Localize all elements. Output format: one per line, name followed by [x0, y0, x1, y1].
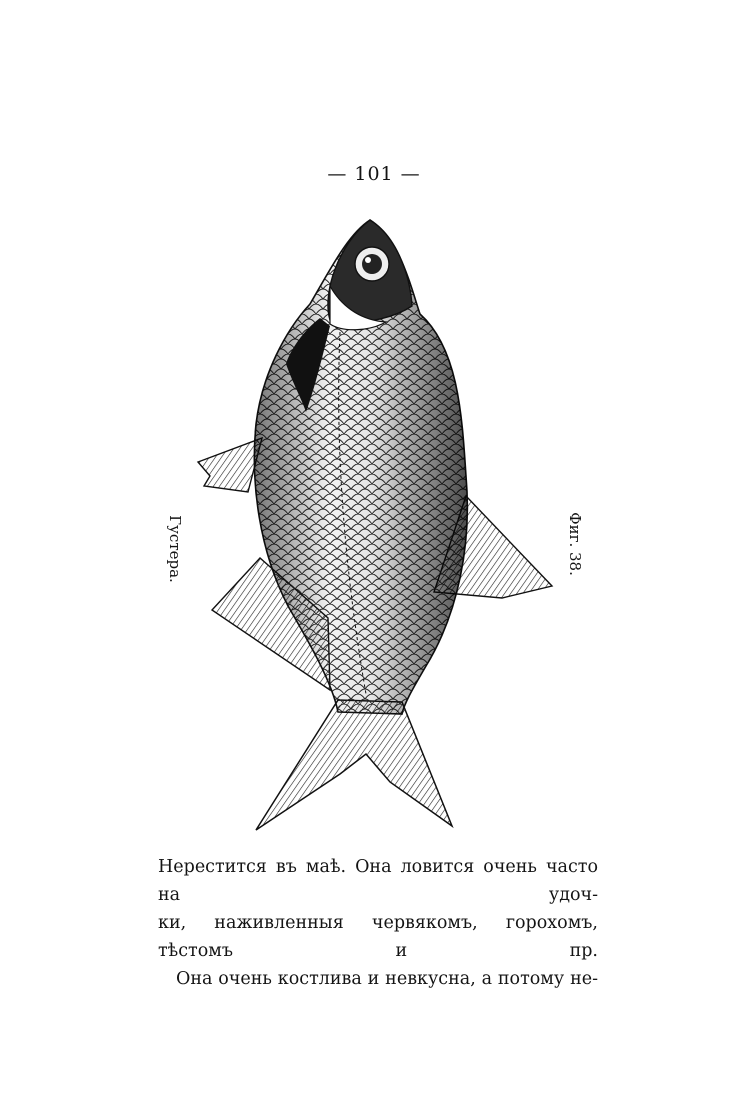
- page-number: — 101 —: [327, 163, 421, 185]
- figure-caption-right: Фиг. 38.: [566, 512, 584, 576]
- left-fin: [198, 438, 262, 492]
- body-text: [158, 853, 598, 993]
- text-line: Нерестится въ маѣ. Она ловится очень часто на удоч-: [158, 857, 598, 905]
- tail-fin: [256, 700, 452, 830]
- fish-illustration: [190, 214, 560, 838]
- text-line: Она очень костлива и невкусна, а потому не-: [176, 969, 598, 989]
- figure-caption-left: Густера.: [166, 515, 184, 583]
- text-line: ки, наживленныя червякомъ, горохомъ, тѣстомъ и пр.: [158, 913, 598, 961]
